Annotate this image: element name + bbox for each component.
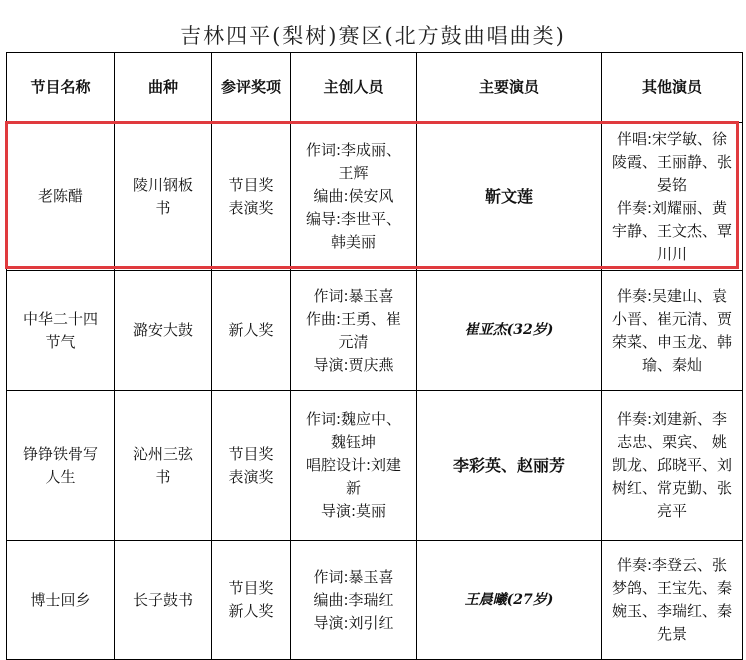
lead-performer-cell: 靳文莲 (417, 123, 602, 271)
lead-performer-cell: 崔亚杰(32岁) (417, 271, 602, 391)
header-row (7, 53, 743, 123)
page-title: 吉林四平(梨树)赛区(北方鼓曲唱曲类) (180, 24, 566, 48)
genre-cell: 长子鼓书 (115, 541, 212, 660)
header-creators: 主创人员 (291, 53, 417, 123)
other-performers-cell: 伴奏:吴建山、袁 小晋、崔元清、贾 荣菜、申玉龙、韩 瑜、秦灿 (602, 271, 743, 391)
award-cell: 节目奖 新人奖 (212, 541, 291, 660)
table-row (7, 123, 743, 271)
table-row (7, 271, 743, 391)
other-performers-cell: 伴唱:宋学敏、徐 陵霞、王丽静、张 晏铭 伴奏:刘耀丽、黄 宇静、王文杰、覃 川川 (602, 123, 743, 271)
other-performers-cell: 伴奏:刘建新、李 志忠、栗宾、 姚 凯龙、邱晓平、刘 树红、常克勤、张 亮平 (602, 391, 743, 541)
table-row (7, 541, 743, 660)
header-program-name: 节目名称 (7, 53, 115, 123)
creators-cell: 作词:暴玉喜 作曲:王勇、崔 元清 导演:贾庆燕 (291, 271, 417, 391)
other-performers-cell: 伴奏:李登云、张 梦鸽、王宝先、秦 婉玉、李瑞红、秦 先景 (602, 541, 743, 660)
header-other-performers: 其他演员 (602, 53, 743, 123)
header-award: 参评奖项 (212, 53, 291, 123)
program-table (6, 52, 743, 660)
lead-performer-cell: 王晨曦(27岁) (417, 541, 602, 660)
genre-cell: 陵川钢板 书 (115, 123, 212, 271)
program-name-cell: 中华二十四 节气 (7, 271, 115, 391)
header-genre: 曲种 (115, 53, 212, 123)
creators-cell: 作词:暴玉喜 编曲:李瑞红 导演:刘引红 (291, 541, 417, 660)
creators-cell: 作词:魏应中、 魏钰坤 唱腔设计:刘建 新 导演:莫丽 (291, 391, 417, 541)
award-cell: 新人奖 (212, 271, 291, 391)
genre-cell: 沁州三弦 书 (115, 391, 212, 541)
header-lead-performers: 主要演员 (417, 53, 602, 123)
genre-cell: 潞安大鼓 (115, 271, 212, 391)
program-name-cell: 铮铮铁骨写 人生 (7, 391, 115, 541)
award-cell: 节目奖 表演奖 (212, 391, 291, 541)
award-cell: 节目奖 表演奖 (212, 123, 291, 271)
creators-cell: 作词:李成丽、 王辉 编曲:侯安风 编导:李世平、 韩美丽 (291, 123, 417, 271)
lead-performer-cell: 李彩英、赵丽芳 (417, 391, 602, 541)
table-row (7, 391, 743, 541)
program-name-cell: 老陈醋 (7, 123, 115, 271)
program-name-cell: 博士回乡 (7, 541, 115, 660)
